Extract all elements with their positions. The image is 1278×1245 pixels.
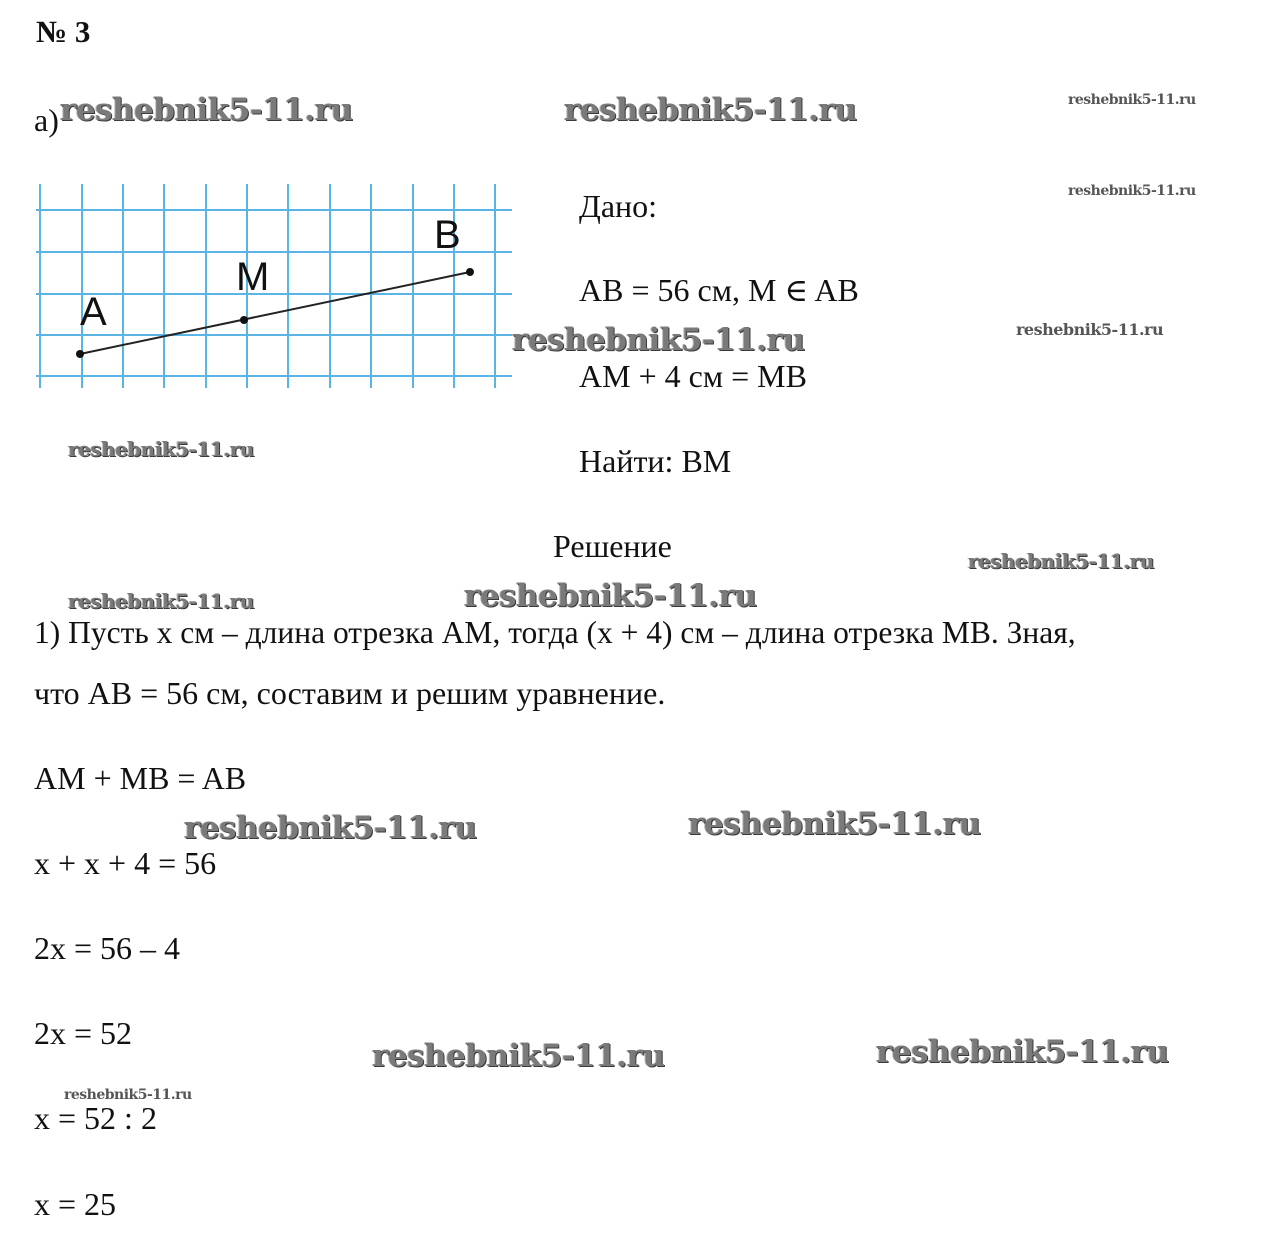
watermark: reshebnik5-11.ru: [60, 92, 353, 128]
watermark: reshebnik5-11.ru: [688, 806, 981, 842]
given-heading: Дано:: [579, 188, 658, 224]
watermark: reshebnik5-11.ru: [1068, 183, 1196, 199]
label-a: A: [80, 290, 107, 334]
watermark: reshebnik5-11.ru: [64, 1087, 192, 1103]
watermark: reshebnik5-11.ru: [68, 589, 254, 613]
point-a: [76, 350, 84, 358]
solution-heading: Решение: [553, 528, 672, 564]
equation-1: AM + MB = AB: [34, 760, 247, 796]
watermark: reshebnik5-11.ru: [372, 1038, 665, 1074]
watermark: reshebnik5-11.ru: [184, 810, 477, 846]
watermark: reshebnik5-11.ru: [68, 437, 254, 461]
given-line-2: AM + 4 см = MB: [579, 358, 807, 394]
find-line: Найти: BM: [579, 443, 732, 479]
watermark: reshebnik5-11.ru: [1016, 320, 1164, 339]
watermark: reshebnik5-11.ru: [464, 578, 757, 614]
label-m: M: [236, 255, 270, 299]
watermark: reshebnik5-11.ru: [876, 1034, 1169, 1070]
label-b: B: [434, 213, 461, 257]
step1-line-2: что AB = 56 см, составим и решим уравнение.: [34, 675, 666, 711]
equation-4: 2x = 52: [34, 1015, 133, 1051]
equation-6: x = 25: [34, 1186, 117, 1222]
equation-3: 2x = 56 – 4: [34, 930, 181, 966]
point-b: [466, 268, 474, 276]
segment-figure: [36, 180, 512, 392]
given-line-1: AB = 56 см, M ∈ AB: [579, 272, 859, 308]
watermark: reshebnik5-11.ru: [564, 92, 857, 128]
watermark: reshebnik5-11.ru: [512, 322, 805, 358]
equation-2: x + x + 4 = 56: [34, 845, 217, 881]
watermark: reshebnik5-11.ru: [1068, 92, 1196, 108]
watermark: reshebnik5-11.ru: [968, 549, 1154, 573]
part-label: а): [34, 102, 59, 138]
step1-line-1: 1) Пусть x см – длина отрезка AM, тогда (x + 4) см – длина отрезка MB. Зная,: [34, 615, 1076, 650]
segment-ab: [80, 272, 470, 354]
point-m: [240, 316, 248, 324]
problem-number: № 3: [36, 14, 91, 49]
equation-5: x = 52 : 2: [34, 1100, 157, 1136]
